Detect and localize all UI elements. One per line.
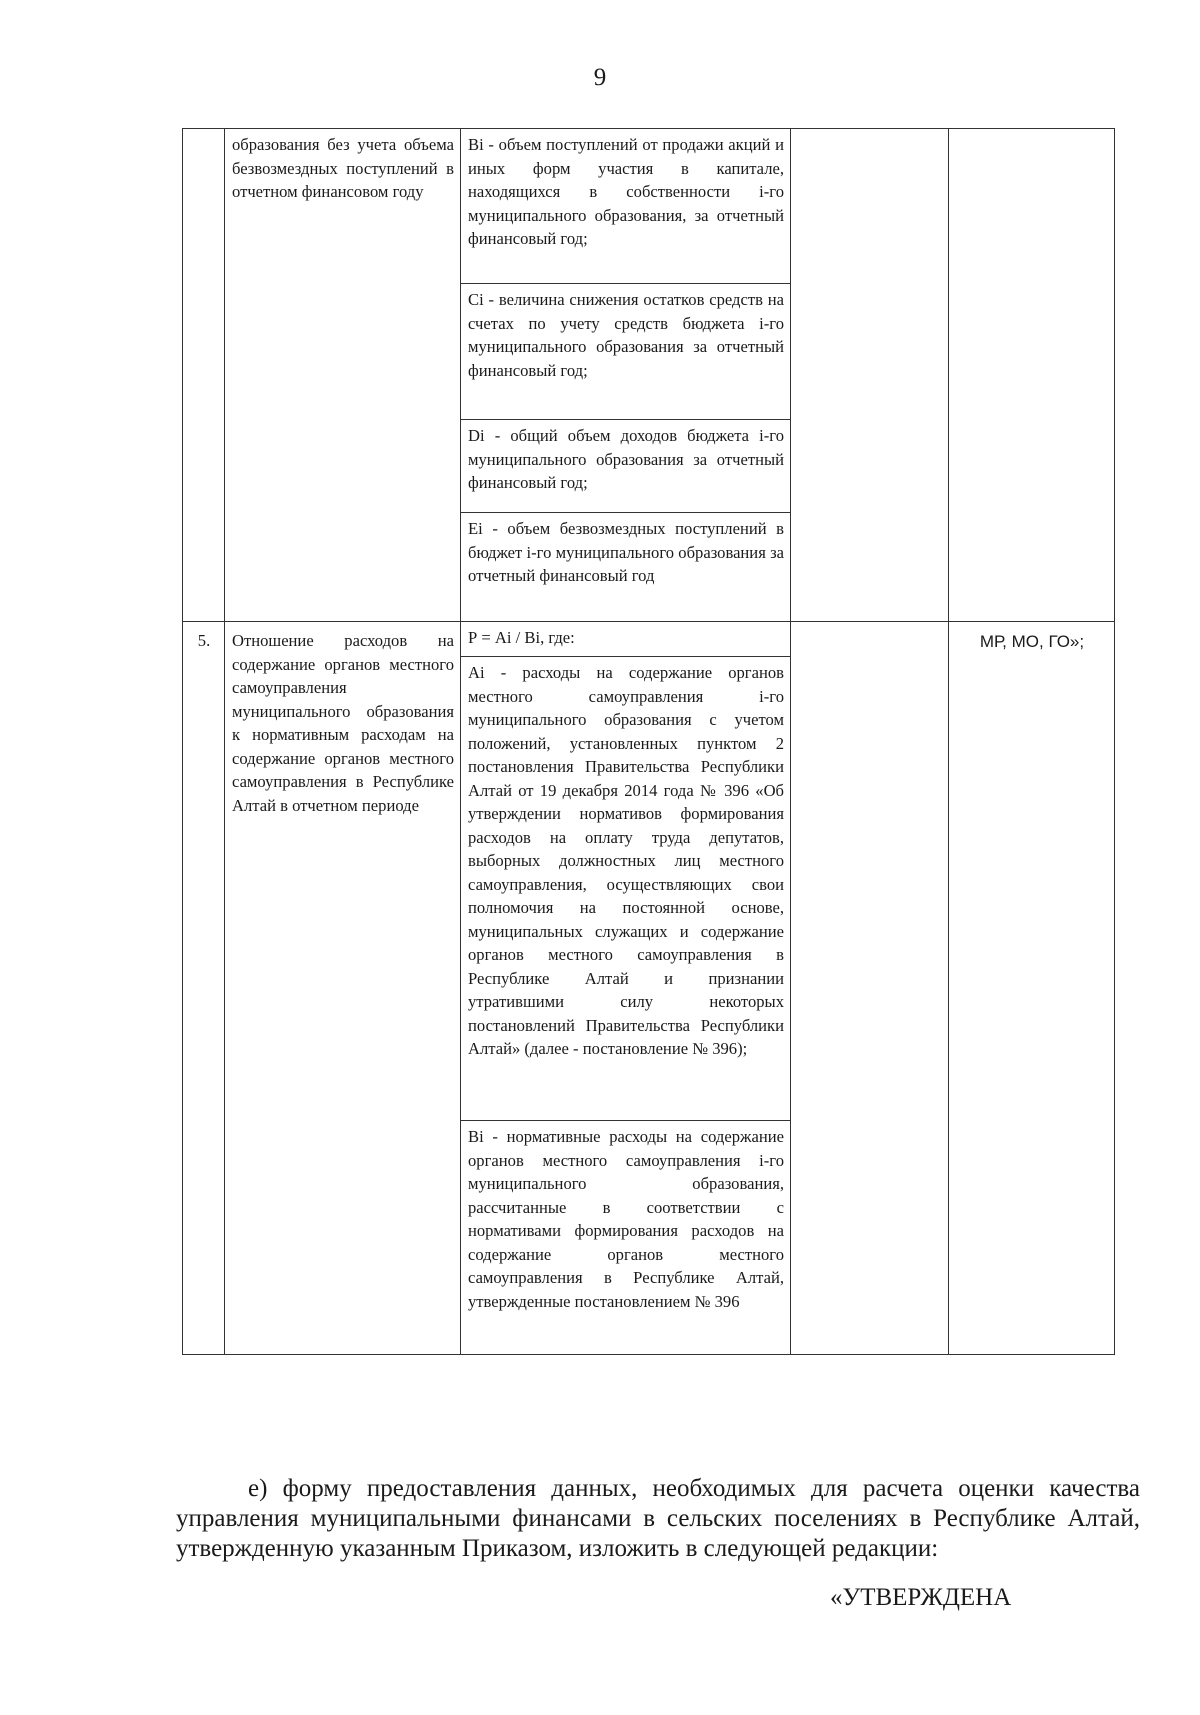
formula-item-cell: Di - общий объем доходов бюджета i-го муниципального образования за отчетный финансовый год; (461, 420, 791, 513)
approved-label: «УТВЕРЖДЕНА (830, 1584, 1012, 1611)
empty-cell (791, 622, 949, 1355)
table-row-5 (183, 622, 1115, 657)
criteria-table (182, 128, 1115, 1355)
formula-cell: Р = Аi / Вi, где: (461, 622, 791, 657)
page-number: 9 (593, 64, 607, 91)
formula-item-cell: Еi - объем безвозмездных поступлений в бюджет i-го муниципального образования за отчетный финансовый год (461, 513, 791, 622)
formula-item-cell: Вi - объем поступлений от продажи акций и иных форм участия в капитале, находящихся в собственности i-го муниципального образования, за отчетный финансовый год; (461, 129, 791, 284)
applies-to-cell: МР, МО, ГО»; (949, 622, 1115, 1355)
formula-item-cell: Вi - нормативные расходы на содержание органов местного самоуправления i-го муниципального образования, рассчитанные в соответствии с нормативами формирования расходов на содержание органов местного самоуправления в Республике Алтай, утвержденные постановлением № 396 (461, 1121, 791, 1355)
indicator-name-cell: образования без учета объема безвозмездных поступлений в отчетном финансовом году (225, 129, 461, 622)
table-row-continuation (183, 129, 1115, 284)
formula-item-cell: Аi - расходы на содержание органов местного самоуправления i-го муниципального образования с учетом положений, установленных пунктом 2 постановления Правительства Республики Алтай от 19 декабря 2014 года № 396 «Об утверждении нормативов формирования расходов на оплату труда депутатов, выборных должностных лиц местного самоуправления, осуществляющих свои полномочия на постоянной основе, муниципальных служащих и содержание органов местного самоуправления в Республике Алтай и признании утратившими силу некоторых постановлений Правительства Республики Алтай» (далее - постановление № 396); (461, 657, 791, 1121)
row-number-empty (183, 129, 225, 622)
formula-item-cell: Сi - величина снижения остатков средств на счетах по учету средств бюджета i-го муниципального образования за отчетный финансовый год; (461, 284, 791, 420)
empty-cell (791, 129, 949, 622)
paragraph-e: е) форму предоставления данных, необходимых для расчета оценки качества управления муниципальными финансами в сельских поселениях в Республике Алтай, утвержденную указанным Приказом, изложить в следующей редакции: (176, 1475, 1140, 1562)
indicator-name-cell: Отношение расходов на содержание органов местного самоуправления муниципального образования к нормативным расходам на содержание органов местного самоуправления в Республике Алтай в отчетном периоде (225, 622, 461, 1355)
row-number: 5. (183, 622, 225, 1355)
empty-cell (949, 129, 1115, 622)
